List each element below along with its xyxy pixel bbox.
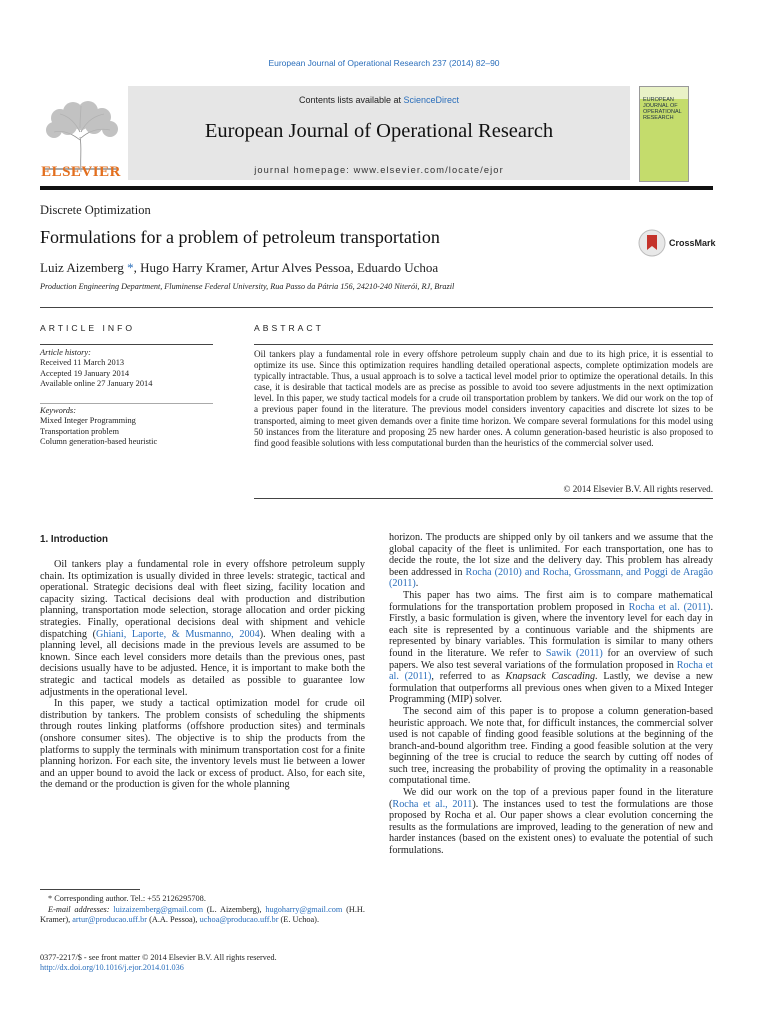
journal-reference-link[interactable]: European Journal of Operational Research 237 (2014) 82–90 [268,58,500,68]
article-history [40,348,213,389]
keyword-item: Transportation problem [40,426,120,436]
body-column-right [389,532,713,857]
text-run: ). When dealing with a planning level, all decisions made in the previous levels are assumed to be known. Since each level considers more details than the previous ones, past decisions usually have to be adjusted. Hence, it is important to make both the strategic and tactical models as detailed as possible to guarantee low adjustments in the operational level. [40,628,365,698]
paragraph: The second aim of this paper is to propose a column generation-based heuristic approach. We note that, for difficult instances, the commercial solver used is not capable of finding good feasible solutions at the beginning of the branch-and-bound algorithm tree. Finding a good feasible solution at the very beginning of the tree is crucial to reduce the search by cutting off nodes of such tree, increasing the probability of proving the optimality in a reasonable computational time. [389,705,713,787]
email-owner: (H.H. Kramer), [40,904,365,925]
paragraph [389,590,713,706]
corresponding-author-star[interactable]: * [123,260,134,275]
history-label: Article history: [40,348,91,357]
author-first[interactable]: Luiz Aizemberg [40,260,124,275]
citation-link[interactable]: Rocha et al. (2011) [628,601,711,613]
author-rest: , Hugo Harry Kramer, Artur Alves Pessoa, Eduardo Uchoa [133,260,439,275]
divider [254,344,713,345]
affiliation: Production Engineering Department, Fluminense Federal University, Rua Passo da Pátria 156, 24210-240 Niterói, RJ, Brazil [40,282,455,291]
citation-link[interactable]: Rocha (2010) and Rocha, Grossmann, and Poggi de Aragão (2011) [389,566,713,590]
article-info-heading: ARTICLE INFO [40,323,136,333]
divider [40,307,713,308]
keyword-item: Column generation-based heuristic [40,436,158,446]
paragraph: In this paper, we study a tactical optimization model for crude oil distribution by tankers. The problem consists of scheduling the shipments through routes linking platforms (offshore production sites) and terminals (onshore consumer sites). The objective is to ship the products from the platforms to supply the terminals with minimum transportation cost for a finite planning horizon. For each site, the inventory levels must lie between a lower and an upper bound to avoid the lack or excess of product. Also, for each site, the demand or the production is given for the whole planning [40,698,365,791]
email-label: E-mail addresses: [48,904,110,914]
issn-block [40,953,370,974]
citation-link[interactable]: Sawik (2011) [545,647,603,659]
keywords-label: Keywords: [40,406,76,415]
history-accepted: Accepted 19 January 2014 [40,368,130,378]
crossmark-icon[interactable] [638,229,666,257]
email-link[interactable]: hugoharry@gmail.com [265,904,343,914]
introduction-heading: 1. Introduction [40,534,109,545]
text-run: , referred to as [431,671,506,683]
text-run: . Lastly, we devise a new formulation that outperforms all previous ones when given to a Mixed Integer Programming (MIP) solver. [389,671,714,706]
article-title: Formulations for a problem of petroleum transportation [40,227,440,247]
paragraph [389,787,713,857]
divider [254,498,713,499]
journal-title: European Journal of Operational Research [204,120,554,142]
history-received: Received 11 March 2013 [40,358,125,368]
text-run: for an overview of such papers. We also test several variations of the formulation proposed in [389,647,714,671]
citation-link[interactable]: Ghiani, Laporte, & Musmanno, 2004 [96,628,260,640]
elsevier-wordmark: ELSEVIER [41,164,121,180]
divider [40,344,213,345]
text-run: We did our work on the top of a previous paper found in the literature ( [389,787,713,810]
paragraph [40,559,365,698]
citation-link[interactable]: Rocha et al., 2011 [392,798,473,810]
abstract-heading: ABSTRACT [254,323,324,333]
email-owner: (A.A. Pessoa), [147,915,200,925]
email-link[interactable]: uchoa@producao.uff.br [199,915,279,925]
abstract-text: Oil tankers play a fundamental role in every offshore petroleum supply chain and due to its high price, it is essential to optimize its use. Since this optimization requires handling detailed operational aspects, complete optimization models are typically intractable. Thus, a usual approach is to solve a tactical level model prior to optimize the operational details. In this case, it is desirable that tactical models are as precise as possible to avoid too severe adjustments in the next optimization level. In this paper, we study tactical models for a crude oil transportation problem by tankers. We did our work on the top of a previous paper found in the literature. The previous model considers inventory capacities and discrete lot sizes to be transported, aiming to meet given demands over a finite time horizon. We compare several formulations for this model using 50 instances from the literature and proposing 25 new harder ones. A column generation-based heuristic is also proposed to find good feasible solutions with less computational burden than the heuristics of the commercial solver used. [254,349,713,448]
text-run: This paper has two aims. The first aim is to compare mathematical formulations for the transportation problem proposed in [389,589,713,613]
abstract-copyright: © 2014 Elsevier B.V. All rights reserved. [563,484,713,494]
doi-link[interactable]: http://dx.doi.org/10.1016/j.ejor.2014.01.036 [40,963,184,973]
corresponding-footnote: * Corresponding author. Tel.: +55 2126295708. [48,894,206,903]
text-run: Oil tankers play a fundamental role in every offshore petroleum supply chain. Its optimization is usually divided in three levels: strategic, tactical and operational. Strategic decisions deal with fleet sizing, facility location and capacity sizing. Tactical decisions deal with production and distribution planning, transportation mode selection, storage allocation and order picking strategies. Finally, operational decisions deal with shipment and vehicle dispatching ( [40,559,365,640]
issn-line: 0377-2217/$ - see front matter © 2014 Elsevier B.V. All rights reserved. [40,953,277,962]
paragraph [389,532,713,590]
crossmark-label[interactable]: CrossMark [669,238,716,248]
text-run: horizon. The products are shipped only by oil tankers and we assume that the global capacity of the fleet is unlimited. For each transportation, one has to decide the route, the lot size and the delivery day. This problem has already been addressed in [389,532,713,578]
email-link[interactable]: luizaizemberg@gmail.com [113,904,204,914]
keywords [40,406,213,447]
history-online: Available online 27 January 2014 [40,378,153,388]
header-rule [40,186,713,190]
cover-title: EUROPEAN JOURNAL OF OPERATIONAL RESEARCH [643,97,682,121]
keyword-item: Mixed Integer Programming [40,416,136,426]
contents-line [128,95,630,105]
text-run: . Firstly, a basic formulation is given, where the inventory level for each day in each site is represented by a continuous variable and the shipments are represented by binary variables. This formulation is similar to many others found in the literature. We refer to [389,601,713,659]
footnote-rule [40,889,140,890]
text-run: ). The instances used to test the formulations are those proposed by Rocha et al. Our paper shows a clear evolution concerning the results as the formulations are improved, leading to the generation of new and harder instances (based on the existent ones) to evaluate the potential of such formulations. [389,798,713,857]
email-owner: (L. Aizemberg), [203,904,266,914]
journal-homepage[interactable]: journal homepage: www.elsevier.com/locate/ejor [254,165,504,175]
body-column-left [40,559,365,791]
section-label: Discrete Optimization [40,203,151,217]
contents-prefix: Contents lists available at [298,95,404,105]
footnotes [40,894,365,926]
text-run: . [415,578,419,590]
journal-cover-thumbnail[interactable] [639,86,689,182]
email-footnote [40,905,365,926]
email-link[interactable]: artur@producao.uff.br [72,915,148,925]
email-owner: (E. Uchoa). [278,915,320,925]
citation-link[interactable]: Rocha et al. (2011) [389,659,713,683]
italic-term: Knapsack Cascading [505,671,596,683]
sciencedirect-link[interactable]: ScienceDirect [403,95,460,105]
author-list [40,260,438,276]
divider [40,403,213,404]
